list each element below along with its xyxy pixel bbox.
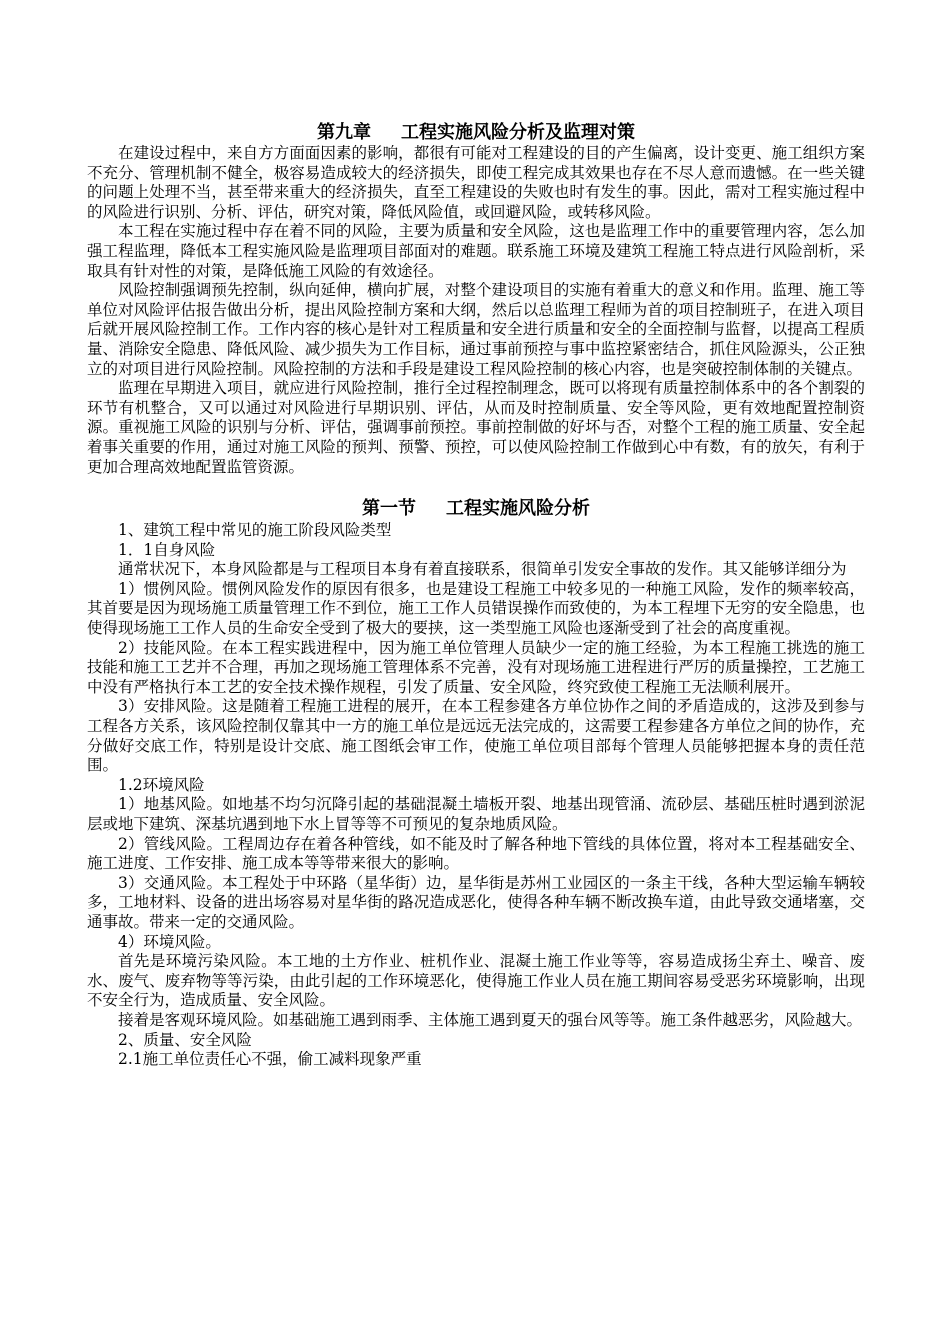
intro-paragraph: 在建设过程中，来自方方面面因素的影响，都很有可能对工程建设的目的产生偏离，设计变更、施工组织方案不充分、管理机制不健全，极容易造成较大的经济损失，即使工程完成其效果也存在不尽人意而遗憾。在一些关键的问题上处理不当，甚至带来重大的经济损失，直至工程建设的失败也时有发生的事。因此，需对工程实施过程中的风险进行识别、分析、评估，研究对策，降低风险值，或回避风险，或转移风险。	[87, 144, 865, 221]
section-paragraph: 1）地基风险。如地基不均匀沉降引起的基础混凝土墙板开裂、地基出现管涌、流砂层、基础压桩时遇到淤泥层或地下建筑、深基坑遇到地下水上冒等等不可预见的复杂地质风险。	[87, 795, 865, 833]
section-paragraph: 1.2环境风险	[118, 775, 205, 794]
section-paragraph: 1．1自身风险	[118, 540, 216, 559]
section-paragraph: 首先是环境污染风险。本工地的土方作业、桩机作业、混凝土施工作业等等，容易造成扬尘弃土、噪音、废水、废气、废弃物等等污染，由此引起的工作环境恶化，使得施工作业人员在施工期间容易受恶劣环境影响，出现不安全行为，造成质量、安全风险。	[87, 952, 865, 1010]
chapter-title: 工程实施风险分析及监理对策	[401, 122, 635, 143]
section-paragraph: 2）技能风险。在本工程实践进程中，因为施工单位管理人员缺少一定的施工经验，为本工程施工挑选的施工技能和施工工艺并不合理，再加之现场施工管理体系不完善，没有对现场施工进程进行严厉的质量操控，工艺施工中没有严格执行本工艺的安全技术操作规程，引发了质量、安全风险，终究致使工程施工无法顺利展开。	[87, 638, 865, 696]
intro-paragraph: 本工程在实施过程中存在着不同的风险，主要为质量和安全风险，这也是监理工作中的重要管理内容，怎么加强工程监理，降低本工程实施风险是监理项目部面对的难题。联系施工环境及建筑工程施工特点进行风险剖析，采取具有针对性的对策，是降低施工风险的有效途径。	[87, 222, 865, 280]
section-paragraph: 1）惯例风险。惯例风险发作的原因有很多，也是建设工程施工中较多见的一种施工风险，发作的频率较高，其首要是因为现场施工质量管理工作不到位，施工工作人员错误操作而致使的，为本工程埋下无穷的安全隐患，也使得现场施工工作人员的生命安全受到了极大的要挟，这一类型施工风险也逐渐受到了社会的高度重视。	[87, 579, 865, 638]
section-paragraph: 接着是客观环境风险。如基础施工遇到雨季、主体施工遇到夏天的强台风等等。施工条件越恶劣，风险越大。	[118, 1010, 863, 1029]
section-paragraph: 2）管线风险。工程周边存在着各种管线，如不能及时了解各种地下管线的具体位置，将对本工程基础安全、施工进度、工作安排、施工成本等等带来很大的影响。	[87, 834, 865, 873]
section-number: 第一节	[362, 498, 416, 520]
section-paragraph: 1、建筑工程中常见的施工阶段风险类型	[118, 521, 392, 540]
section-paragraph: 2.1施工单位责任心不强，偷工减料现象严重	[118, 1050, 422, 1069]
section-paragraph: 3）安排风险。这是随着工程施工进程的展开，在本工程参建各方单位协作之间的矛盾造成的，这涉及到参与工程各方关系，该风险控制仅靠其中一方的施工单位是远远无法完成的，这需要工程参建各方单位之间的协作，充分做好交底工作，特别是设计交底、施工图纸会审工作，使施工单位项目部每个管理人员能够把握本身的责任范围。	[87, 697, 865, 775]
section-paragraph: 2、质量、安全风险	[118, 1030, 252, 1049]
intro-paragraph: 监理在早期进入项目，就应进行风险控制，推行全过程控制理念，既可以将现有质量控制体系中的各个割裂的环节有机整合，又可以通过对风险进行早期识别、评估，从而及时控制质量、安全等风险，更有效地配置控制资源。重视施工风险的识别与分析、评估，强调事前预控。事前控制做的好坏与否，对整个工程的施工质量、安全起着事关重要的作用，通过对施工风险的预判、预警、预控，可以使风险控制工作做到心中有数，有的放矢，有利于更加合理高效地配置监管资源。	[87, 379, 865, 476]
chapter-number: 第九章	[317, 122, 371, 143]
section-paragraph: 4）环境风险。	[118, 932, 221, 951]
intro-paragraph: 风险控制强调预先控制，纵向延伸，横向扩展，对整个建设项目的实施有着重大的意义和作用。监理、施工等单位对风险评估报告做出分析，提出风险控制方案和大纲，然后以总监理工程师为首的项目控制班子，在进入项目后就开展风险控制工作。工作内容的核心是针对工程质量和安全进行质量和安全的全面控制与监督，以提高工程质量、消除安全隐患、降低风险、减少损失为工作目标，通过事前预控与事中监控紧密结合，抓住风险源头，公正独立的对项目进行风险控制。风险控制的方法和手段是建设工程风险控制的核心内容，也是突破控制体制的关键点。	[87, 281, 865, 378]
section-title: 工程实施风险分析	[446, 498, 590, 520]
section-heading	[87, 498, 865, 520]
document-body	[87, 122, 865, 1070]
section-paragraph: 3）交通风险。本工程处于中环路（星华街）边，星华街是苏州工业园区的一条主干线，各种大型运输车辆较多，工地材料、设备的进出场容易对星华街的路况造成恶化，使得各种车辆不断改换车道，由此导致交通堵塞，交通事故。带来一定的交通风险。	[87, 873, 865, 931]
chapter-heading	[87, 122, 865, 144]
section-paragraph: 通常状况下，本身风险都是与工程项目本身有着直接联系，很简单引发安全事故的发作。其又能够详细分为	[118, 560, 847, 579]
